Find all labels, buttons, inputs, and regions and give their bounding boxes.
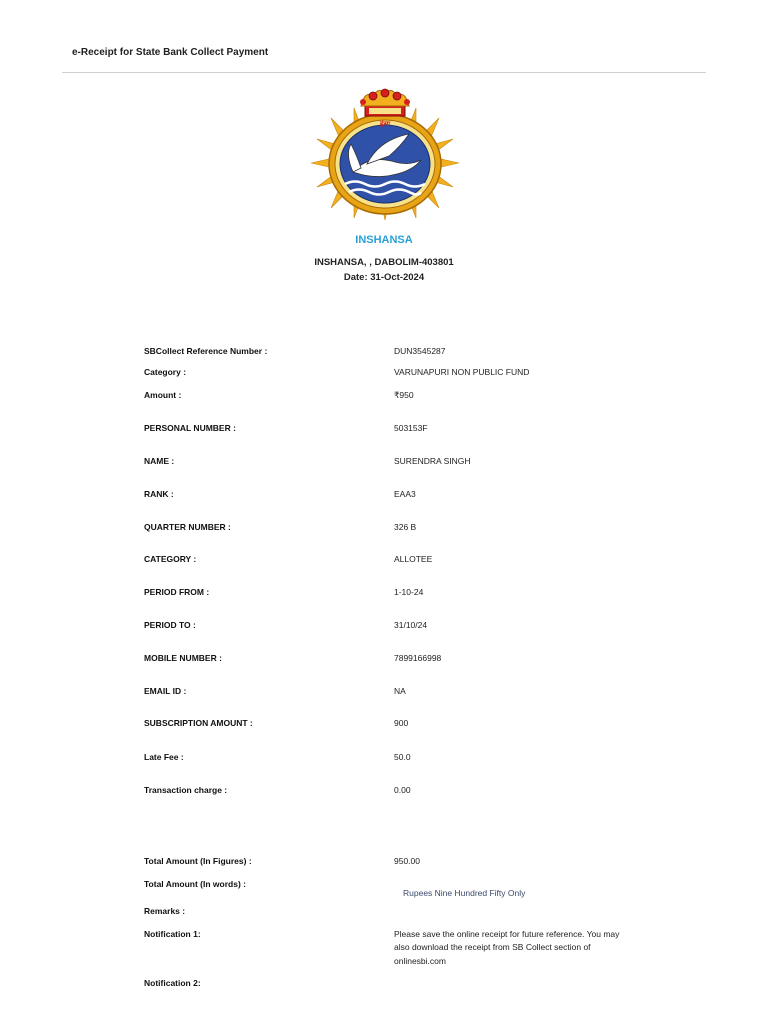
notification1-line: onlinesbi.com xyxy=(394,956,446,966)
crest-logo xyxy=(309,84,461,222)
detail-label: Amount : xyxy=(144,390,182,400)
receipt-date: Date: 31-Oct-2024 xyxy=(343,272,425,283)
detail-label: PERSONAL NUMBER : xyxy=(144,423,236,433)
detail-value: EAA3 xyxy=(394,489,416,499)
detail-value: 0.00 xyxy=(394,785,411,795)
detail-value: DUN3545287 xyxy=(394,346,446,356)
org-address: INSHANSA, , DABOLIM-403801 xyxy=(314,257,454,268)
detail-label: QUARTER NUMBER : xyxy=(144,522,231,532)
detail-label: SBCollect Reference Number : xyxy=(144,346,268,356)
total-words-label: Total Amount (In words) : xyxy=(144,879,246,889)
detail-label: Category : xyxy=(144,367,187,377)
detail-value: ALLOTEE xyxy=(394,554,433,564)
detail-value: 50.0 xyxy=(394,752,411,762)
detail-value: 7899166998 xyxy=(394,653,442,663)
detail-label: MOBILE NUMBER : xyxy=(144,653,222,663)
notification1-line: also download the receipt from SB Collect section of xyxy=(394,942,591,952)
detail-label: EMAIL ID : xyxy=(144,686,187,696)
detail-label: PERIOD FROM : xyxy=(144,587,210,597)
detail-value: VARUNAPURI NON PUBLIC FUND xyxy=(394,367,530,377)
detail-value: 31/10/24 xyxy=(394,620,428,630)
detail-value: 326 B xyxy=(394,522,417,532)
detail-label: PERIOD TO : xyxy=(144,620,196,630)
total-words-value: Rupees Nine Hundred Fifty Only xyxy=(403,888,526,898)
detail-label: CATEGORY : xyxy=(144,554,197,564)
detail-value: 503153F xyxy=(394,423,428,433)
total-figures-label: Total Amount (In Figures) : xyxy=(144,856,252,866)
total-figures-value: 950.00 xyxy=(394,856,420,866)
detail-value: 1-10-24 xyxy=(394,587,424,597)
crest-text: हंसा xyxy=(379,120,391,128)
notification2-label: Notification 2: xyxy=(144,978,201,988)
detail-value: SURENDRA SINGH xyxy=(394,456,471,466)
org-name: INSHANSA xyxy=(355,234,413,246)
crown-icon xyxy=(360,89,410,116)
detail-label: SUBSCRIPTION AMOUNT : xyxy=(144,718,253,728)
detail-label: NAME : xyxy=(144,456,175,466)
header-divider xyxy=(62,72,706,73)
remarks-label: Remarks : xyxy=(144,906,186,916)
detail-value: NA xyxy=(394,686,406,696)
detail-value: 900 xyxy=(394,718,409,728)
detail-value: ₹950 xyxy=(394,390,414,400)
notification1-line: Please save the online receipt for future reference. You may xyxy=(394,929,620,939)
detail-label: RANK : xyxy=(144,489,174,499)
detail-label: Transaction charge : xyxy=(144,785,228,795)
detail-label: Late Fee : xyxy=(144,752,184,762)
page-header: e-Receipt for State Bank Collect Payment xyxy=(72,47,269,58)
notification1-label: Notification 1: xyxy=(144,929,201,939)
